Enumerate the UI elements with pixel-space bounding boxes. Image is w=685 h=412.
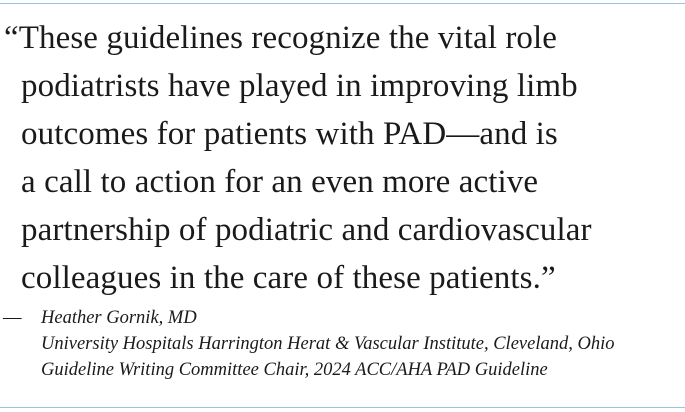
attribution-name-line [0, 305, 685, 331]
bottom-divider [0, 407, 685, 408]
quote-line-6: colleagues in the care of these patients.” [21, 260, 556, 296]
speaker-affiliation: University Hospitals Harrington Herat & Vascular Institute, Cleveland, Ohio [41, 334, 615, 354]
quote-line-5: partnership of podiatric and cardiovascular [21, 212, 592, 248]
top-divider [0, 3, 685, 4]
pull-quote [0, 14, 685, 302]
quote-line-1: “These guidelines recognize the vital role [4, 20, 558, 56]
speaker-name: Heather Gornik, MD [41, 308, 197, 328]
quote-line-4: a call to action for an even more active [21, 164, 539, 200]
quote-line-2: podiatrists have played in improving limb [21, 68, 578, 104]
attribution-dash: — [3, 308, 22, 328]
quote-line-3: outcomes for patients with PAD—and is [21, 116, 558, 152]
speaker-role: Guideline Writing Committee Chair, 2024 ACC/AHA PAD Guideline [41, 360, 548, 380]
quote-attribution [0, 305, 685, 383]
